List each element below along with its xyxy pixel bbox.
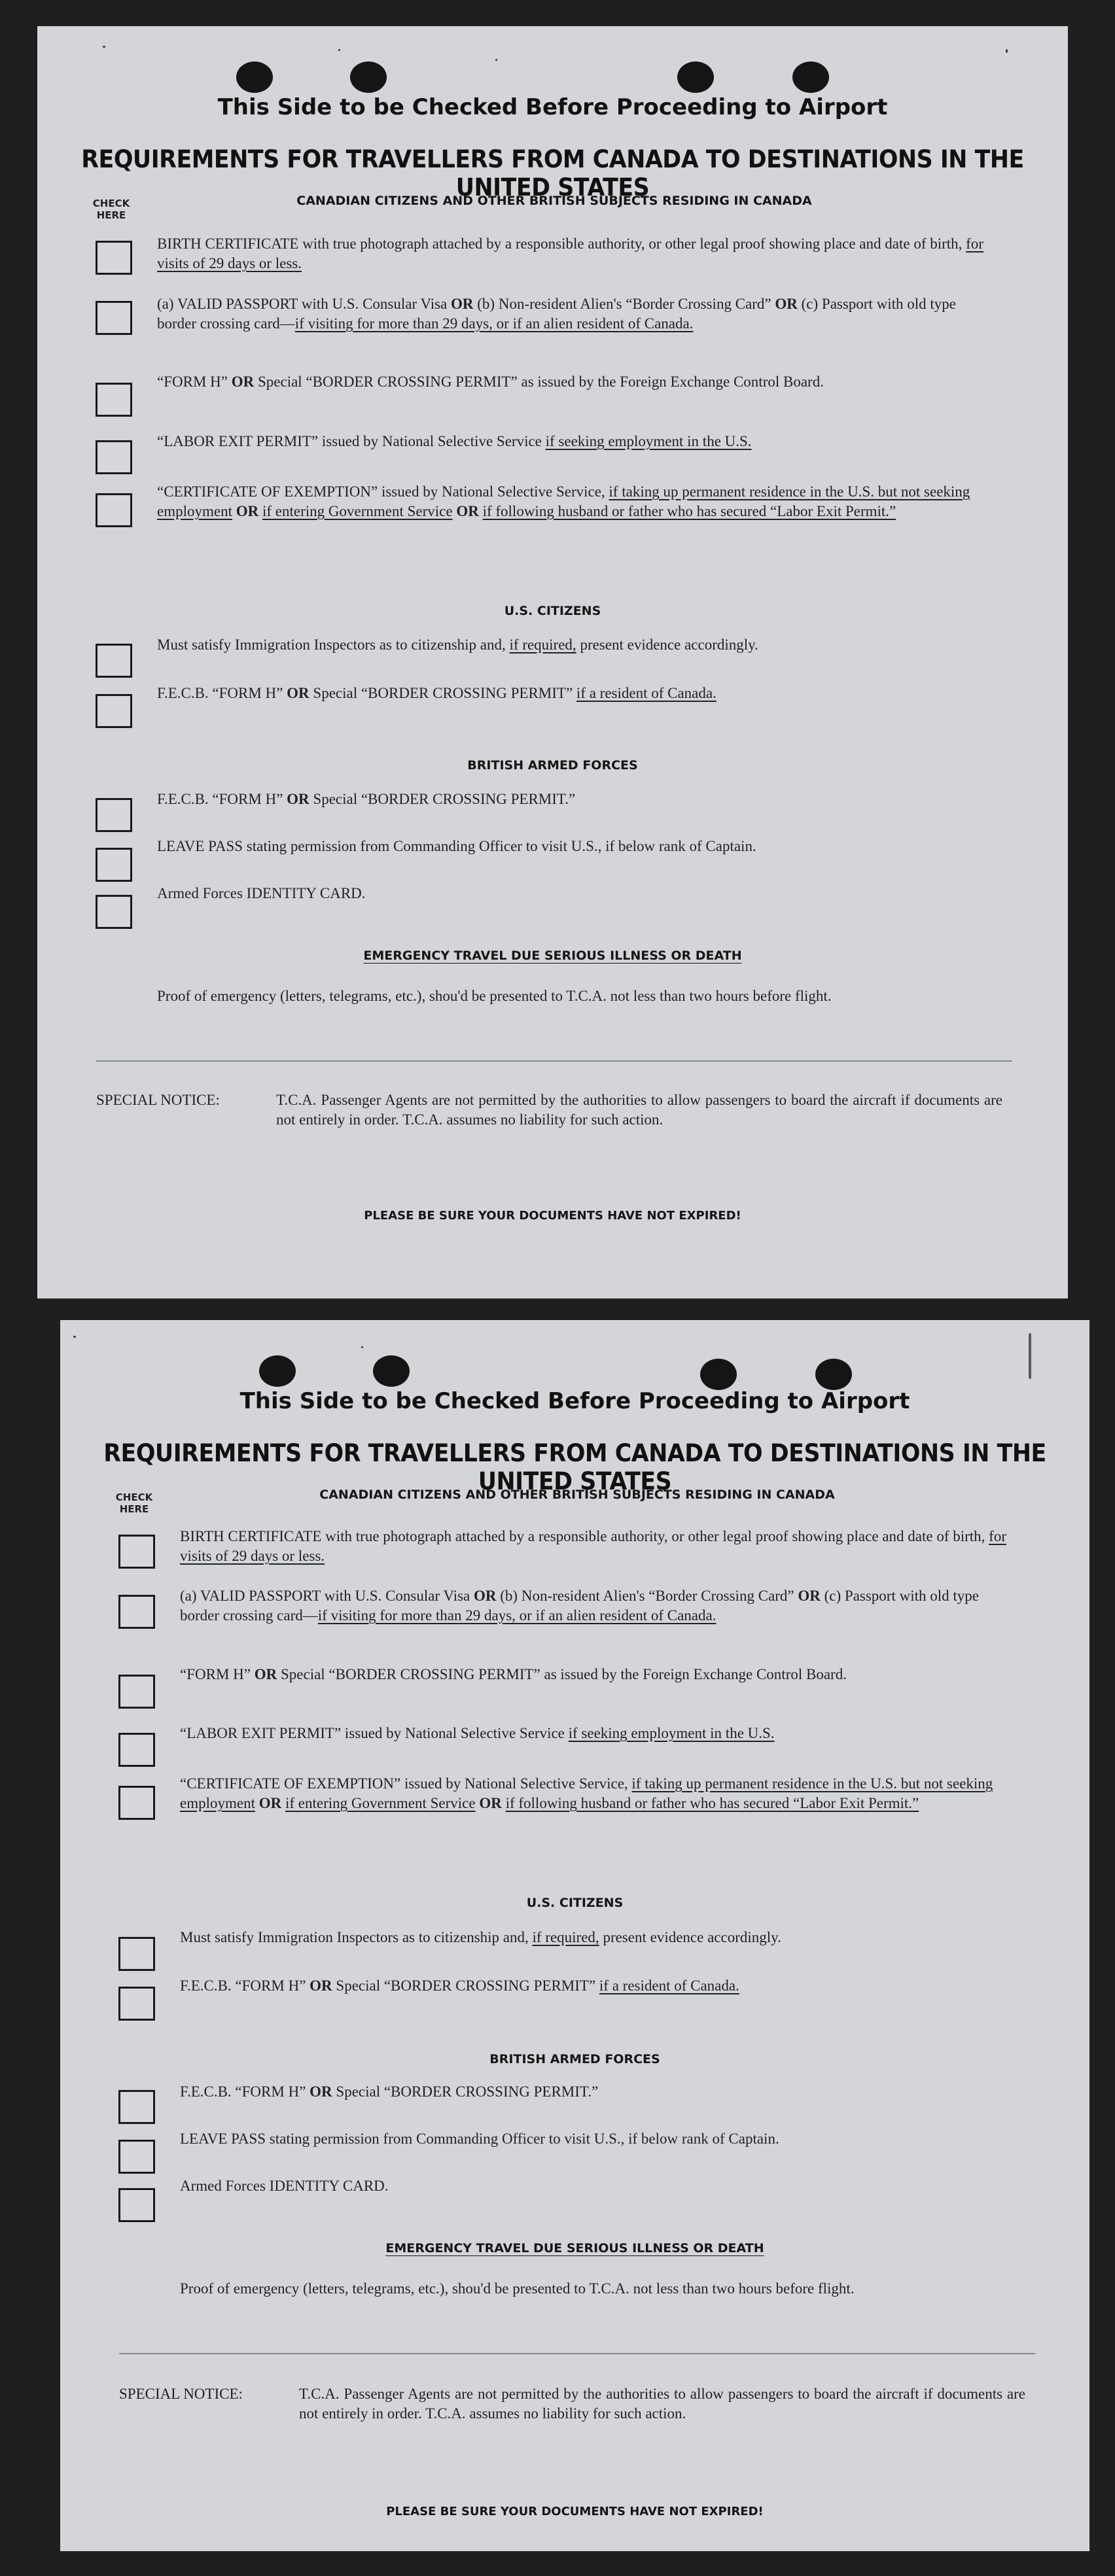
checkbox-leave-pass[interactable] <box>118 2140 155 2174</box>
top-heading: This Side to be Checked Before Proceeding to Airport <box>217 94 888 120</box>
item-forces-form-h: F.E.C.B. “FORM H” OR Special “BORDER CROSSING PERMIT.” <box>180 2083 599 2100</box>
checkbox-forces-form-h[interactable] <box>96 798 132 832</box>
speck <box>495 59 497 61</box>
footer-warning: PLEASE BE SURE YOUR DOCUMENTS HAVE NOT EXPIRED! <box>386 2505 764 2518</box>
special-notice-label: SPECIAL NOTICE: <box>119 2386 243 2402</box>
canadian-section-heading: CANADIAN CITIZENS AND OTHER BRITISH SUBJECTS RESIDING IN CANADA <box>296 194 812 208</box>
armed-forces-heading: BRITISH ARMED FORCES <box>489 2052 660 2066</box>
main-title: REQUIREMENTS FOR TRAVELLERS FROM CANADA TO DESTINATIONS IN THE UNITED STATES <box>81 145 1024 201</box>
speck <box>1006 49 1008 53</box>
item-us-form-h: F.E.C.B. “FORM H” OR Special “BORDER CROSSING PERMIT” if a resident of Canada. <box>157 685 717 701</box>
divider-rule <box>119 2353 1035 2354</box>
checkbox-form-h[interactable] <box>118 1675 155 1709</box>
item-birth-certificate: BIRTH CERTIFICATE with true photograph attached by a responsible authority, or other legal proof showing place and date of birth, for visits of 29 days or less. <box>180 1528 1006 1564</box>
document-sheet-2 <box>60 1320 1089 2551</box>
punch-hole <box>677 61 714 93</box>
item-valid-passport: (a) VALID PASSPORT with U.S. Consular Visa OR (b) Non-resident Alien's “Border Crossing Card” OR (c) Passport with old type border crossing card—if visiting for more than 29 days, or if an alien resident of Canada. <box>180 1588 979 1624</box>
check-here-label: CHECK HERE <box>92 198 130 221</box>
speck <box>338 49 340 51</box>
document-sheet-1 <box>37 26 1068 1298</box>
item-birth-certificate: BIRTH CERTIFICATE with true photograph attached by a responsible authority, or other legal proof showing place and date of birth, for visits of 29 days or less. <box>157 235 983 271</box>
emergency-heading: EMERGENCY TRAVEL DUE SERIOUS ILLNESS OR DEATH <box>385 2241 764 2255</box>
item-identity-card: Armed Forces IDENTITY CARD. <box>157 885 366 901</box>
punch-hole <box>700 1359 737 1390</box>
checkbox-valid-passport[interactable] <box>118 1595 155 1629</box>
item-us-form-h: F.E.C.B. “FORM H” OR Special “BORDER CROSSING PERMIT” if a resident of Canada. <box>180 1977 739 1994</box>
armed-forces-heading: BRITISH ARMED FORCES <box>467 758 638 773</box>
emergency-text: Proof of emergency (letters, telegrams, etc.), shou'd be presented to T.C.A. not less than two hours before flight. <box>157 988 832 1004</box>
item-certificate-of-exemption: “CERTIFICATE OF EXEMPTION” issued by National Selective Service, if taking up permanent residence in the U.S. but not seeking employment OR if entering Government Service OR if following husband or father who has secured “Labor Exit Permit.” <box>157 483 970 519</box>
item-leave-pass: LEAVE PASS stating permission from Commanding Officer to visit U.S., if below rank of Captain. <box>180 2131 779 2147</box>
item-forces-form-h: F.E.C.B. “FORM H” OR Special “BORDER CROSSING PERMIT.” <box>157 791 576 807</box>
checkbox-labor-exit-permit[interactable] <box>118 1733 155 1767</box>
punch-hole <box>792 61 829 93</box>
item-satisfy-inspectors: Must satisfy Immigration Inspectors as to citizenship and, if required, present evidence accordingly. <box>180 1929 781 1945</box>
checkbox-us-form-h[interactable] <box>96 694 132 728</box>
speck <box>73 1336 76 1338</box>
special-notice-label: SPECIAL NOTICE: <box>96 1092 220 1108</box>
item-identity-card: Armed Forces IDENTITY CARD. <box>180 2178 389 2194</box>
checkbox-labor-exit-permit[interactable] <box>96 440 132 474</box>
checkbox-birth-certificate[interactable] <box>118 1535 155 1569</box>
punch-hole <box>350 61 387 93</box>
canadian-section-heading: CANADIAN CITIZENS AND OTHER BRITISH SUBJECTS RESIDING IN CANADA <box>319 1488 835 1502</box>
checkbox-birth-certificate[interactable] <box>96 241 132 275</box>
checkbox-identity-card[interactable] <box>118 2188 155 2222</box>
item-leave-pass: LEAVE PASS stating permission from Commanding Officer to visit U.S., if below rank of Captain. <box>157 838 756 854</box>
item-satisfy-inspectors: Must satisfy Immigration Inspectors as to citizenship and, if required, present evidence accordingly. <box>157 636 758 653</box>
checkbox-satisfy-inspectors[interactable] <box>96 644 132 678</box>
punch-hole <box>236 61 273 93</box>
item-certificate-of-exemption: “CERTIFICATE OF EXEMPTION” issued by National Selective Service, if taking up permanent residence in the U.S. but not seeking employment OR if entering Government Service OR if following husband or father who has secured “Labor Exit Permit.” <box>180 1775 993 1811</box>
checkbox-identity-card[interactable] <box>96 895 132 929</box>
item-valid-passport: (a) VALID PASSPORT with U.S. Consular Visa OR (b) Non-resident Alien's “Border Crossing Card” OR (c) Passport with old type border crossing card—if visiting for more than 29 days, or if an alien resident of Canada. <box>157 296 956 332</box>
speck <box>361 1346 363 1348</box>
checkbox-leave-pass[interactable] <box>96 848 132 882</box>
special-notice-text: T.C.A. Passenger Agents are not permitted by the authorities to allow passengers to board the aircraft if documents are not entirely in order. T.C.A. assumes no liability for such action. <box>276 1092 1002 1128</box>
item-labor-exit-permit: “LABOR EXIT PERMIT” issued by National Selective Service if seeking employment in the U.S. <box>180 1725 775 1741</box>
speck <box>1029 1333 1031 1379</box>
punch-hole <box>815 1359 852 1390</box>
footer-warning: PLEASE BE SURE YOUR DOCUMENTS HAVE NOT EXPIRED! <box>364 1209 741 1223</box>
checkbox-valid-passport[interactable] <box>96 301 132 335</box>
checkbox-us-form-h[interactable] <box>118 1987 155 2021</box>
us-citizens-heading: U.S. CITIZENS <box>526 1896 624 1910</box>
punch-hole <box>259 1355 296 1387</box>
punch-hole <box>373 1355 410 1387</box>
main-title: REQUIREMENTS FOR TRAVELLERS FROM CANADA TO DESTINATIONS IN THE UNITED STATES <box>103 1439 1046 1495</box>
speck <box>103 46 105 48</box>
emergency-heading: EMERGENCY TRAVEL DUE SERIOUS ILLNESS OR DEATH <box>363 949 742 963</box>
item-form-h: “FORM H” OR Special “BORDER CROSSING PERMIT” as issued by the Foreign Exchange Control Board. <box>180 1666 847 1682</box>
us-citizens-heading: U.S. CITIZENS <box>504 604 601 618</box>
item-labor-exit-permit: “LABOR EXIT PERMIT” issued by National Selective Service if seeking employment in the U.S. <box>157 433 752 449</box>
checkbox-certificate-of-exemption[interactable] <box>96 493 132 527</box>
divider-rule <box>96 1060 1012 1062</box>
item-form-h: “FORM H” OR Special “BORDER CROSSING PERMIT” as issued by the Foreign Exchange Control Board. <box>157 374 824 390</box>
checkbox-satisfy-inspectors[interactable] <box>118 1937 155 1971</box>
top-heading: This Side to be Checked Before Proceeding to Airport <box>239 1388 910 1414</box>
checkbox-form-h[interactable] <box>96 383 132 417</box>
check-here-label: CHECK HERE <box>115 1491 153 1515</box>
checkbox-forces-form-h[interactable] <box>118 2090 155 2124</box>
emergency-text: Proof of emergency (letters, telegrams, etc.), shou'd be presented to T.C.A. not less than two hours before flight. <box>180 2280 855 2297</box>
special-notice-text: T.C.A. Passenger Agents are not permitted by the authorities to allow passengers to board the aircraft if documents are not entirely in order. T.C.A. assumes no liability for such action. <box>299 2386 1025 2422</box>
checkbox-certificate-of-exemption[interactable] <box>118 1786 155 1820</box>
